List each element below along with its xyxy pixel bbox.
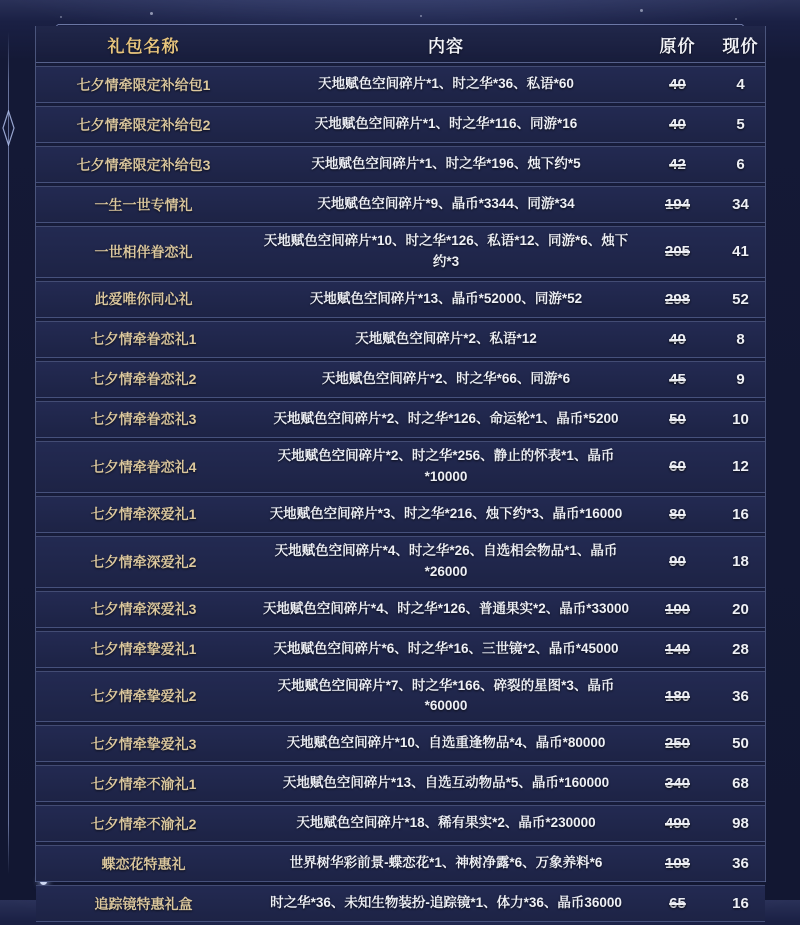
pack-content: 天地赋色空间碎片*6、时之华*16、三世镜*2、晶币*45000: [273, 640, 619, 656]
original-price: 490: [664, 815, 691, 833]
pack-content: 天地赋色空间碎片*13、晶币*52000、同游*52: [309, 290, 583, 306]
pack-name: 七夕情牵深爱礼2: [90, 553, 197, 570]
original-price: 140: [664, 640, 691, 658]
pack-name: 七夕情牵限定补给包2: [76, 116, 211, 133]
sparkle-icon: [150, 12, 153, 15]
table-row: [36, 281, 765, 318]
table-header-row: [36, 26, 765, 63]
current-price: 6: [736, 156, 745, 173]
original-price: 250: [664, 735, 691, 753]
pack-content: 天地赋色空间碎片*2、时之华*256、静止的怀表*1、晶币*10000: [277, 447, 615, 484]
pack-name: 七夕情牵眷恋礼2: [90, 371, 197, 388]
pack-content: 天地赋色空间碎片*2、时之华*66、同游*6: [321, 370, 571, 386]
pack-name: 七夕情牵不渝礼2: [90, 815, 197, 832]
pack-name: 一生一世专情礼: [94, 196, 193, 213]
left-accent-line: [8, 32, 9, 874]
pack-content: 天地赋色空间碎片*9、晶币*3344、同游*34: [317, 196, 575, 212]
pack-content: 世界树华彩前景-蝶恋花*1、神树净露*6、万象养料*6: [289, 855, 603, 871]
sparkle-icon: [735, 18, 737, 20]
sparkle-icon: [420, 15, 422, 17]
table-row: [36, 885, 765, 922]
current-price: 34: [732, 196, 749, 213]
current-price: 50: [732, 735, 749, 753]
pack-content: 天地赋色空间碎片*10、时之华*126、私语*12、同游*6、烛下约*3: [263, 233, 629, 269]
original-price: 90: [669, 553, 686, 571]
current-price: 4: [736, 76, 745, 93]
pack-name: 七夕情牵眷恋礼3: [90, 411, 197, 428]
original-price: 298: [664, 290, 691, 308]
original-price: 50: [669, 410, 686, 428]
pack-content: 时之华*36、未知生物装扮-追踪镜*1、体力*36、晶币36000: [270, 895, 622, 911]
original-price: 80: [669, 505, 686, 523]
pack-name: 蝶恋花特惠礼: [101, 855, 186, 872]
pack-name: 一世相伴眷恋礼: [94, 243, 193, 260]
pack-name: 七夕情牵眷恋礼1: [90, 331, 197, 348]
current-price: 12: [732, 458, 749, 476]
current-price: 28: [732, 640, 749, 658]
current-price: 5: [736, 116, 745, 133]
column-header-content: 内容: [428, 36, 464, 56]
current-price: 20: [732, 600, 749, 618]
table-row: [36, 361, 765, 398]
column-header-original-price: 原价: [659, 36, 696, 56]
column-header-pack-name: 礼包名称: [107, 36, 180, 56]
table-row: [36, 536, 765, 588]
current-price: 98: [732, 815, 749, 833]
pack-content: 天地赋色空间碎片*1、时之华*116、同游*16: [314, 116, 578, 132]
original-price: 340: [664, 775, 691, 793]
pack-content: 天地赋色空间碎片*1、时之华*196、烛下约*5: [311, 156, 581, 172]
current-price: 18: [732, 553, 749, 571]
original-price: 60: [669, 458, 686, 476]
current-price: 16: [732, 895, 749, 913]
table-row: [36, 441, 765, 493]
pack-content: 天地赋色空间碎片*3、时之华*216、烛下约*3、晶币*16000: [269, 505, 623, 521]
table-row: [36, 146, 765, 183]
original-price: 45: [669, 370, 686, 388]
original-price: 40: [669, 116, 686, 133]
table-row: [36, 845, 765, 882]
diamond-ornament-icon: [2, 110, 15, 151]
pack-name: 七夕情牵限定补给包1: [76, 76, 211, 93]
table-row: [36, 805, 765, 842]
current-price: 16: [732, 505, 749, 523]
pack-name: 此爱唯你同心礼: [94, 291, 193, 308]
original-price: 108: [664, 855, 691, 873]
current-price: 10: [732, 410, 749, 428]
current-price: 9: [736, 370, 745, 388]
original-price: 100: [664, 600, 691, 618]
original-price: 180: [664, 687, 691, 705]
pack-name: 追踪镜特惠礼盒: [94, 895, 193, 912]
pack-content: 天地赋色空间碎片*10、自选重逢物品*4、晶币*80000: [286, 735, 606, 751]
original-price: 40: [669, 76, 686, 93]
current-price: 8: [736, 330, 745, 348]
table-row: [36, 186, 765, 223]
original-price: 65: [669, 895, 686, 913]
current-price: 36: [732, 687, 749, 705]
current-price: 52: [732, 290, 749, 308]
table-row: [36, 765, 765, 802]
table-row: [36, 106, 765, 143]
gift-pack-table: [35, 26, 766, 913]
frame-top-line: [58, 24, 742, 25]
pack-name: 七夕情牵深爱礼1: [90, 506, 197, 523]
original-price: 42: [669, 156, 686, 173]
pack-content: 天地赋色空间碎片*2、时之华*126、命运轮*1、晶币*5200: [273, 410, 619, 426]
pack-name: 七夕情牵挚爱礼1: [90, 641, 197, 658]
table-row: [36, 66, 765, 103]
table-row: [36, 591, 765, 628]
table-row: [36, 496, 765, 533]
current-price: 41: [732, 243, 749, 261]
pack-name: 七夕情牵挚爱礼2: [90, 688, 197, 705]
pack-content: 天地赋色空间碎片*4、时之华*26、自选相会物品*1、晶币*26000: [274, 542, 618, 579]
current-price: 36: [732, 855, 749, 873]
pack-content: 天地赋色空间碎片*7、时之华*166、碎裂的星图*3、晶币*60000: [277, 677, 615, 714]
pack-content: 天地赋色空间碎片*4、时之华*126、普通果实*2、晶币*33000: [262, 600, 630, 616]
pack-content: 天地赋色空间碎片*1、时之华*36、私语*60: [318, 76, 574, 92]
table-row: [36, 725, 765, 762]
table-row: [36, 671, 765, 723]
pack-content: 天地赋色空间碎片*2、私语*12: [355, 330, 537, 346]
pack-name: 七夕情牵深爱礼3: [90, 601, 197, 618]
table-row: [36, 631, 765, 668]
original-price: 40: [669, 330, 686, 348]
pack-name: 七夕情牵挚爱礼3: [90, 735, 197, 752]
table-row: [36, 226, 765, 278]
pack-name: 七夕情牵限定补给包3: [76, 156, 211, 173]
current-price: 68: [732, 775, 749, 793]
table-row: [36, 401, 765, 438]
pack-content: 天地赋色空间碎片*13、自选互动物品*5、晶币*160000: [282, 775, 610, 791]
original-price: 205: [664, 243, 691, 261]
table-body: [36, 63, 765, 925]
sparkle-icon: [60, 16, 62, 18]
pack-name: 七夕情牵不渝礼1: [90, 775, 197, 792]
sparkle-icon: [640, 9, 643, 12]
pack-content: 天地赋色空间碎片*18、稀有果实*2、晶币*230000: [296, 815, 596, 831]
column-header-current-price: 现价: [722, 36, 759, 56]
original-price: 194: [664, 196, 691, 213]
table-row: [36, 321, 765, 358]
pack-name: 七夕情牵眷恋礼4: [90, 458, 197, 475]
